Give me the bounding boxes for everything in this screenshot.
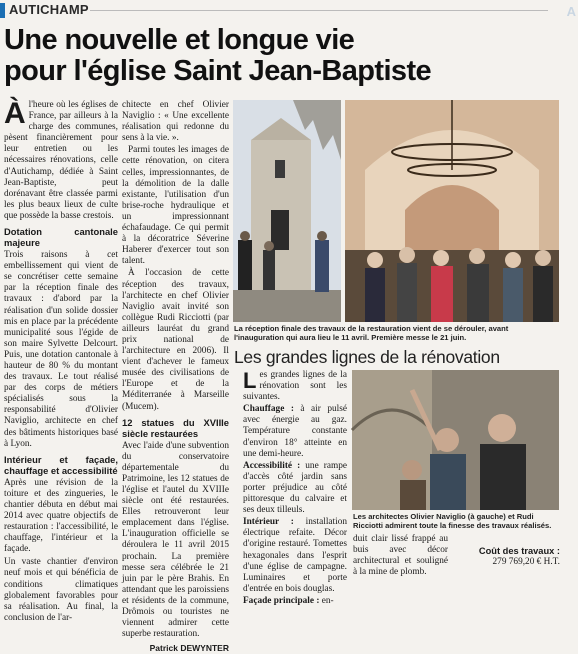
author-byline: Patrick DEWYNTER: [149, 643, 229, 654]
facade-continuation: duit clair lissé frappé au buis avec décor architectural et souligné à la mine de plomb.: [353, 534, 448, 578]
renovation-item-accessibilite: Accessibilité : une rampe d'accès côté jardin sans porter préjudice au côté pittoresque du calvaire et ses deux tilleuls.: [243, 460, 347, 516]
body-paragraph: Un vaste chantier d'environ neuf mois et qui bénéficia de conditions climatiques globalement favorables pour sa réalisation. Au final, la conclusion de l'ar-: [4, 557, 118, 623]
renovation-details-column: [243, 370, 347, 608]
church-exterior-photo: [233, 100, 341, 322]
architects-illustration: [352, 370, 559, 510]
body-paragraph: chitecte en chef Olivier Naviglio : « Une excellente réalisation qui redonne du sens à la vie. ».: [122, 100, 229, 144]
body-paragraph: À l'occasion de cette réception des travaux, l'architecte en chef Olivier Naviglio avait invité son collègue Rudi Ricciotti (par ailleurs lauréat du grand prix national de l'architecture en 2006). Il vient d'achever le fameux musée des civilisations de l'Europe et de la Méditerranée à Marseille (Mucem).: [122, 268, 229, 412]
intro-paragraph: À l'heure où les églises de France, par ailleurs à la charge des communes, pèsent financièrement pour leur entretien ou les nécessaires rénovations, celle d'Autichamp, dédiée à Saint Jean-Baptiste, peut dorénavant être classée parmi les plus beaux lieux de culte que possède la basse crestois.: [4, 97, 118, 221]
article-column-1: [4, 97, 118, 625]
section-drop-cap: L: [243, 368, 257, 393]
subhead-statues: 12 statues du XVIIIe siècle restaurées: [122, 416, 229, 439]
renovation-lead: L es grandes lignes de la rénovation sont les suivantes.: [243, 368, 347, 403]
body-paragraph: Après une révision de la toiture et des zingueries, le chantier débuta en début mai 2014 avec quatre objectifs de restauration : l'accessibilité, le chauffage, l'intérieur et la façade.: [4, 477, 118, 555]
cost-value: 279 769,20 € H.T.: [492, 557, 560, 567]
church-interior-illustration: [345, 100, 559, 322]
renovation-item-chauffage: Chauffage : à air pulsé avec énergie au gaz. Température constante d'environ 18° atteinte en une demi-heure.: [243, 404, 347, 459]
renovation-item-interieur: Intérieur : installation électrique refaite. Décor d'origine restauré. Tomettes hexagonales dans l'esprit d'une église de campagne. Luminaires et porte d'entrée en bois douglas.: [243, 517, 347, 594]
body-paragraph: Trois raisons à cet embellissement qui vient de se concrétiser cette semaine par la réception finale des travaux : d'abord par la réalisation d'un solide dossier mis en place par la précédente municipalité sous l'égide de son maire Sylvette Delcourt. Puis, une dotation cantonale à hauteur de 80 % du montant des travaux. Le tout réalisé par des corps de métiers spécialisés sous la responsabilité d'Olivier Naviglio, architecte en chef des bâtiments historiques basé à Lyon.: [4, 250, 118, 449]
body-paragraph: Avec l'aide d'une subvention du conservatoire départementale du Patrimoine, les 12 statues de l'église et l'autel du XVIIIe siècle ont été restaurées. Elles retrouveront leur emplacement dans l'église. L'inauguration officielle se déroulera le 11 avril 2015 prochain. La première messe sera célébrée le 21 juin par le père Brahis. En attendant que les paroissiens et résidents de la commune, Drômois ou touristes ne viennent admirer cette superbe restauration.: [122, 440, 229, 640]
section-rubric: [0, 0, 578, 20]
body-paragraph: Parmi toutes les images de cette rénovation, on citera celles, impressionnantes, de la démolition de la dalle existante, l'utilisation d'un brise-roche hydraulique et un impressionnant échafaudage. Ce qui permit à la décoratrice Séverine Haberer d'exercer tout son talent.: [122, 145, 229, 267]
rubric-divider: [90, 10, 548, 11]
rubric-label: AUTICHAMP: [9, 2, 89, 17]
subhead-dotation: Dotation cantonale majeure: [4, 226, 118, 249]
architects-photo: [352, 370, 559, 510]
adjacent-page-fragment: A: [566, 4, 576, 19]
cost-label: Coût des travaux :: [478, 546, 560, 556]
article-headline: [4, 25, 564, 87]
drop-cap: À: [4, 97, 26, 130]
headline-line-1: Une nouvelle et longue vie: [4, 24, 355, 56]
headline-line-2: pour l'église Saint Jean-Baptiste: [4, 55, 432, 87]
main-photo-caption: La réception finale des travaux de la restauration vient de se dérouler, avant l'inauguration qui aura lieu le 11 avril. Première messe le 21 juin.: [234, 324, 509, 342]
sidebar-section-title: Les grandes lignes de la rénovation: [234, 347, 500, 367]
renovation-item-facade: Façade principale : en-: [243, 595, 334, 606]
church-exterior-illustration: [233, 100, 341, 322]
article-column-2: [122, 100, 229, 654]
cost-box: [450, 537, 560, 568]
church-interior-photo: [345, 100, 559, 322]
subhead-interieur: Intérieur et façade, chauffage et accessibilité: [4, 453, 118, 476]
rubric-accent-bar: [0, 3, 5, 18]
architects-photo-caption: Les architectes Olivier Naviglio (à gauche) et Rudi Ricciotti admirent toute la finesse des travaux réalisés.: [353, 512, 552, 530]
